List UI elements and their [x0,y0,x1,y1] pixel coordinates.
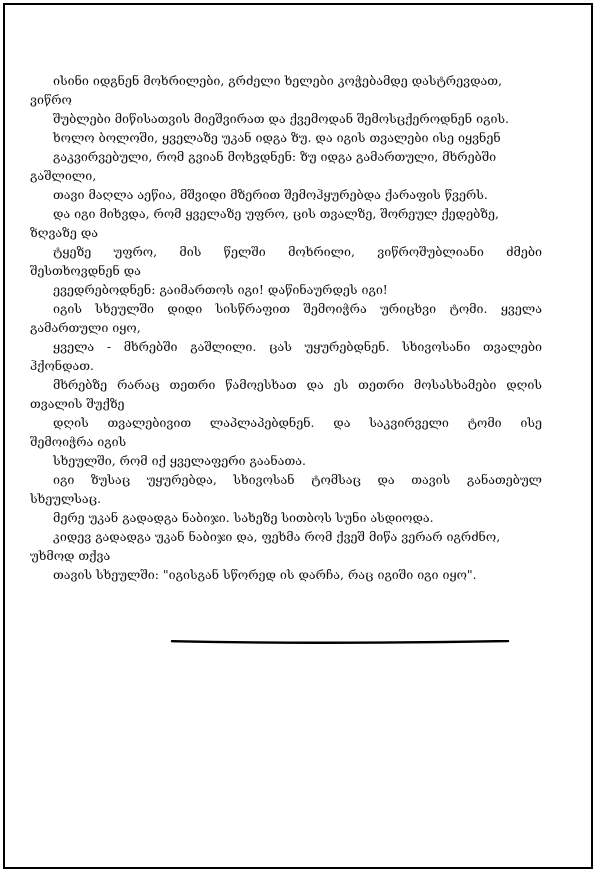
text-line: გაკვირვებული, რომ გვიან მოხვდნენ: ზუ იდგა გამართული, მხრებში [53,149,497,164]
text-line: გაშლილი, [30,168,97,183]
text-line: თავი მაღლა აეწია, მშვიდი მზერით შემოჰყურებდა ქარაფის წვერს. [53,187,488,202]
text-line: მხრებზე რარაც თეთრი წამოესხათ და ეს თეთრი მოსასხამები დღის [53,377,542,392]
handwritten-underline [170,640,510,644]
text-line: დღის თვალებივით ლაპლაპებდნენ. და საკვირველი ტომი ისე [53,415,542,430]
text-line: ზღვაზე და [30,225,99,240]
text-line: ჰქონდათ. [30,358,95,373]
text-line: შემოიჭრა იგის [30,434,127,449]
text-line: გამართული იყო, [30,320,141,335]
text-line: შუბლები მიწისათვის მიეშვირათ და ქვემოდან შემოსცქეროდნენ იგის. [53,111,509,126]
text-line: ისინი იდგნენ მოხრილები, გრძელი ხელები კოჭებამდე დასტრევდათ, [53,73,502,88]
text-line: ხოლო ბოლოში, ყველაზე უკან იდგა ზუ. და იგის თვალები ისე იყვნენ [53,130,501,145]
text-line: სხეულში, რომ იქ ყველაფერი გაანათა. [53,453,306,468]
text-line: უხმოდ თქვა [30,548,111,563]
text-line: და იგი მიხვდა, რომ ყველაზე უფრო, ცის თვალზე, შორეულ ქედებზე, [53,206,499,221]
text-line: თავის სხეულში: "იგისგან სწორედ ის დარჩა, რაც იგიში იგი იყო". [53,567,477,582]
text-line: შესთხოვდნენ და [30,263,141,278]
text-line: ტყეზე უფრო, მის წელში მოხრილი, ვიწროშუბლიანი ძმები [53,244,542,259]
document-text [30,71,542,584]
text-line: თვალის შუქზე [30,396,125,411]
text-line: ევედრებოდნენ: გაიმართოს იგი! დაწინაურდეს იგი! [53,282,388,297]
text-line: მერე უკან გადადგა ნაბიჯი. სახეზე სითბოს სუნი ასდიოდა. [53,510,434,525]
text-line: იგი ზუსაც უყურებდა, სხივოსან ტომსაც და თავის განათებულ [53,472,542,487]
text-line: ვიწრო [30,92,72,107]
text-line: ყველა - მხრებში გაშლილი. ცას უყურებდნენ. სხივოსანი თვალები [53,339,542,354]
text-line: იგის სხეულში დიდი სისწრაფით შემოიჭრა ურიცხვი ტომი. ყველა [53,301,542,316]
text-line: კიდევ გადადგა უკან ნაბიჯი და, ფეხმა რომ ქვეშ მიწა ვერარ იგრძნო, [53,529,501,544]
text-line: სხეულსაც. [30,491,102,506]
